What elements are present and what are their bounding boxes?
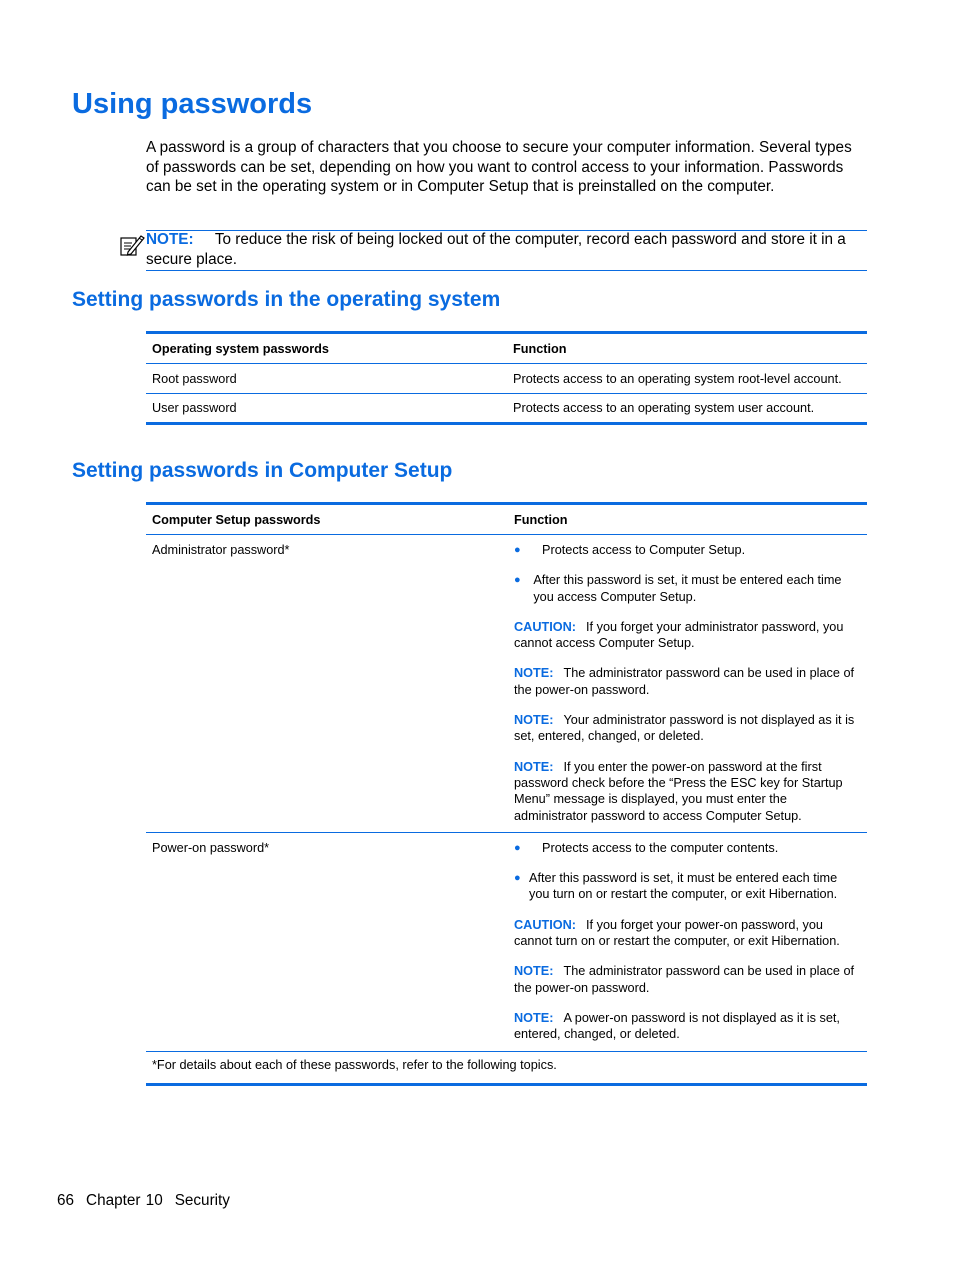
password-name: User password — [152, 401, 237, 415]
table-row — [146, 535, 867, 833]
note-label: NOTE: — [514, 713, 554, 728]
os-passwords-table — [146, 331, 867, 425]
note-body: If you enter the power-on password at the first password check before the “Press the ESC key for Startup Menu” message is displayed, you must enter the administrator password to access Computer Setup. — [514, 759, 843, 823]
column-header: Function — [514, 512, 568, 527]
note-label: NOTE: — [514, 964, 554, 979]
intro-paragraph: A password is a group of characters that you choose to secure your computer information. Several types of passwords can be set, depending on how you want to control access to your information. Passwords can be set in the operating system or in Computer Setup that is preinstalled on the computer. — [146, 139, 852, 196]
list-item — [514, 542, 861, 558]
bullet-text: Protects access to Computer Setup. — [542, 543, 746, 557]
password-function: Protects access to an operating system user account. — [513, 401, 815, 415]
caution-label: CAUTION: — [514, 619, 577, 634]
note-body: A power-on password is not displayed as it is set, entered, changed, or deleted. — [514, 1010, 840, 1042]
note-body: If you forget your power-on password, you cannot turn on or restart the computer, or exit Hibernation. — [514, 917, 840, 949]
bullet-dot-icon: ● — [514, 574, 521, 587]
bullet-dot-icon: ● — [514, 841, 521, 854]
list-item — [514, 870, 861, 903]
bullet-text: After this password is set, it must be entered each time you access Computer Setup. — [533, 573, 842, 604]
bullet-dot-icon: ● — [514, 872, 521, 885]
note-body: Your administrator password is not displayed as it is set, entered, changed, or deleted. — [514, 713, 855, 744]
setup-passwords-table — [146, 502, 867, 1086]
password-name: Power-on password* — [152, 840, 270, 855]
bullet-text: After this password is set, it must be entered each time you turn on or restart the computer, or exit Hibernation. — [529, 871, 838, 902]
section-title-os: Setting passwords in the operating system — [72, 288, 501, 311]
note-pencil-icon — [119, 233, 145, 257]
password-name: Root password — [152, 371, 237, 386]
note-label: NOTE: — [514, 759, 554, 774]
note-label: NOTE: — [146, 231, 194, 248]
column-header: Function — [513, 341, 567, 356]
page-number: 66 — [57, 1192, 75, 1209]
table-footnote: *For details about each of these passwords, refer to the following topics. — [152, 1057, 557, 1072]
page-footer — [57, 1192, 230, 1210]
table-header-row — [146, 333, 867, 364]
note — [514, 712, 861, 745]
section-title-setup: Setting passwords in Computer Setup — [72, 459, 453, 482]
table-header-row — [146, 504, 867, 535]
password-function-cell — [508, 832, 867, 1051]
list-item — [514, 840, 861, 856]
bullet-dot-icon: ● — [514, 544, 521, 556]
note-body: To reduce the risk of being locked out of the computer, record each password and store it in a secure place. — [146, 231, 846, 268]
column-header: Computer Setup passwords — [152, 512, 321, 527]
caution-label: CAUTION: — [514, 917, 577, 932]
note — [514, 963, 861, 996]
note — [514, 759, 861, 824]
note-label: NOTE: — [514, 666, 554, 681]
note-body: The administrator password can be used in place of the power-on password. — [514, 666, 855, 697]
note-text — [146, 230, 866, 269]
table-row — [146, 364, 867, 394]
note-body: If you forget your administrator password, you cannot access Computer Setup. — [514, 619, 844, 651]
table-footnote-row — [146, 1051, 867, 1084]
footer-section: Security — [174, 1192, 230, 1209]
page-title: Using passwords — [72, 88, 313, 120]
table-row — [146, 394, 867, 424]
note — [514, 665, 861, 698]
column-header: Operating system passwords — [152, 341, 329, 356]
list-item — [514, 572, 861, 605]
caution-note — [514, 619, 861, 652]
password-function-cell — [508, 535, 867, 833]
footer-chapter: Chapter 10 — [86, 1192, 163, 1209]
bullet-text: Protects access to the computer contents. — [542, 840, 779, 855]
password-function: Protects access to an operating system root-level account. — [513, 371, 842, 386]
caution-note — [514, 917, 861, 950]
note-label: NOTE: — [514, 1010, 554, 1025]
note-body: The administrator password can be used in place of the power-on password. — [514, 964, 855, 995]
table-row — [146, 832, 867, 1051]
note — [514, 1010, 861, 1043]
password-name: Administrator password* — [152, 543, 290, 557]
